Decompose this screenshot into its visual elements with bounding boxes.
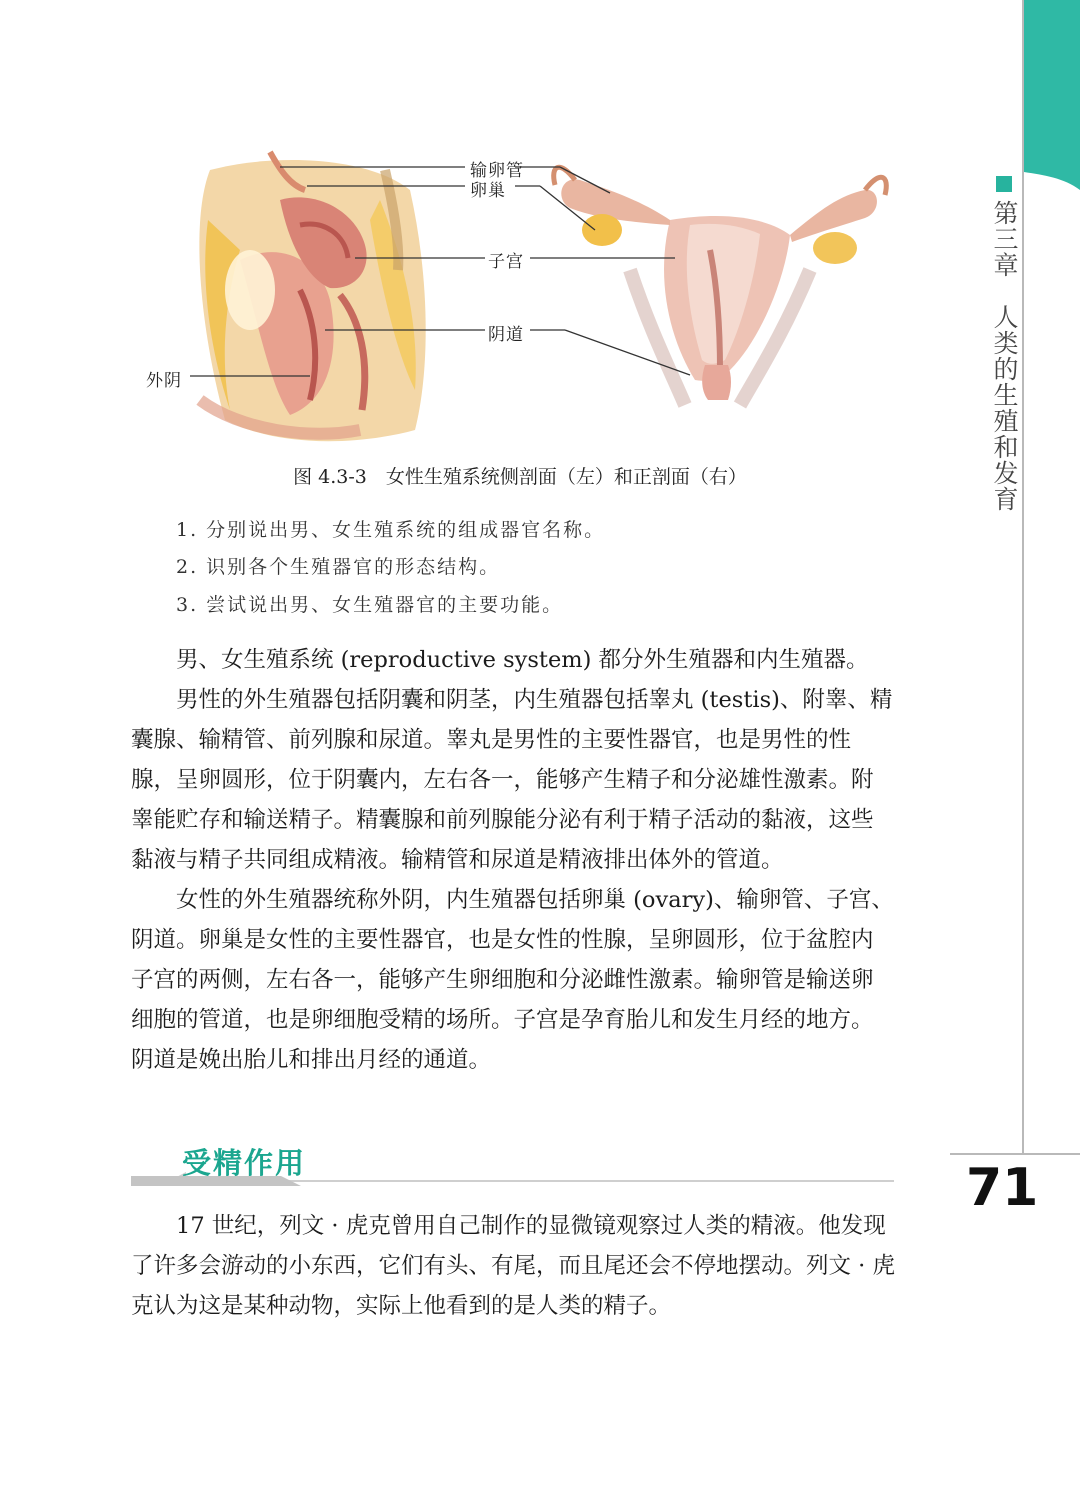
objective-item: 1. 分别说出男、女生殖系统的组成器官名称。 bbox=[176, 519, 606, 541]
objective-item: 3. 尝试说出男、女生殖器官的主要功能。 bbox=[176, 594, 564, 616]
sidebar bbox=[1022, 0, 1080, 1504]
section-heading: 受精作用 bbox=[182, 1146, 307, 1180]
anatomy-figure bbox=[130, 130, 910, 450]
chapter-title: 第三章 人类的生殖和发育 bbox=[990, 200, 1019, 512]
chapter-marker-icon bbox=[996, 176, 1012, 192]
page-number: 71 bbox=[966, 1158, 1039, 1218]
chapter-tab bbox=[1024, 0, 1080, 190]
objective-item: 2. 识别各个生殖器官的形态结构。 bbox=[176, 556, 501, 578]
label-oviduct: 输卵管 bbox=[470, 161, 524, 181]
label-vulva: 外阴 bbox=[146, 371, 182, 391]
front-section-illustration bbox=[554, 167, 887, 405]
paragraph: 男、女生殖系统 (reproductive system) 都分外生殖器和内生殖器。 bbox=[176, 647, 869, 673]
body-text bbox=[131, 640, 895, 1080]
side-section-illustration bbox=[199, 152, 425, 441]
paragraph: 17 世纪，列文 · 虎克曾用自己制作的显微镜观察过人类的精液。他发现了许多会游动的小东西，它们有头、有尾，而且尾还会不停地摆动。列文 · 虎克认为这是某种动物，实际上他看到的是人类的精子。 bbox=[131, 1213, 895, 1319]
figure-caption: 图 4.3-3 女性生殖系统侧剖面（左）和正剖面（右） bbox=[293, 466, 747, 488]
paragraph: 男性的外生殖器包括阴囊和阴茎，内生殖器包括睾丸 (testis)、附睾、精囊腺、输精管、前列腺和尿道。睾丸是男性的主要性器官，也是男性的性腺，呈卵圆形，位于阴囊内，左右各一，能够产生精子和分泌雄性激素。附睾能贮存和输送精子。精囊腺和前列腺能分泌有利于精子活动的黏液，这些黏液与精子共同组成精液。输精管和尿道是精液排出体外的管道。 bbox=[131, 687, 893, 873]
label-uterus: 子宫 bbox=[488, 252, 524, 272]
sidebar-divider bbox=[1022, 0, 1024, 1153]
page-number-divider bbox=[950, 1153, 1080, 1155]
label-vagina: 阴道 bbox=[488, 325, 524, 345]
paragraph: 女性的外生殖器统称外阴，内生殖器包括卵巢 (ovary)、输卵管、子宫、阴道。卵巢是女性的主要性器官，也是女性的性腺，呈卵圆形，位于盆腔内子宫的两侧，左右各一，能够产生卵细胞和分泌雌性激素。输卵管是输送卵细胞的管道，也是卵细胞受精的场所。子宫是孕育胎儿和发生月经的地方。阴道是娩出胎儿和排出月经的通道。 bbox=[131, 887, 894, 1073]
section-text bbox=[131, 1206, 895, 1326]
label-ovary: 卵巢 bbox=[470, 181, 506, 201]
